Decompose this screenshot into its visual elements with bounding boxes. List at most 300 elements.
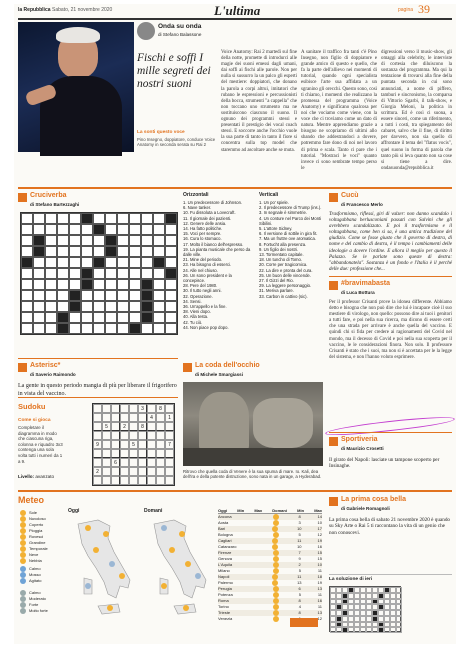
- sudoku-cell[interactable]: [120, 431, 129, 440]
- table-head-cell: Min: [297, 508, 305, 513]
- crossword-cell[interactable]: [57, 268, 69, 279]
- crossword-cell[interactable]: [117, 290, 129, 301]
- city-name: Bologna: [218, 532, 233, 538]
- crossword-cell[interactable]: [105, 268, 117, 279]
- crossword-cell[interactable]: [117, 279, 129, 290]
- crossword-cell: [69, 301, 81, 312]
- crossword-cell[interactable]: [81, 312, 93, 323]
- across-clue: 11. Il giornale dei pazienti.: [183, 215, 232, 221]
- crossword-cell[interactable]: [105, 213, 117, 224]
- caption-title: La sonti questo voce: [137, 130, 185, 135]
- sudoku-cell[interactable]: [165, 467, 174, 476]
- crossword-cell[interactable]: [93, 323, 105, 334]
- crossword-cell[interactable]: [57, 301, 69, 312]
- crossword-cell[interactable]: [69, 257, 81, 268]
- crossword-cell[interactable]: [153, 268, 165, 279]
- legend-item: [20, 608, 64, 614]
- sudoku-cell[interactable]: [93, 422, 102, 431]
- crossword-cell[interactable]: [153, 224, 165, 235]
- statue-shape-2: [253, 398, 313, 448]
- temp-min: 6: [298, 586, 301, 592]
- sudoku-cell[interactable]: [138, 458, 147, 467]
- temp-max: 10: [317, 520, 322, 526]
- crossword-cell[interactable]: [33, 268, 45, 279]
- temp-min: 9: [298, 556, 301, 562]
- crossword-cell: [165, 268, 177, 279]
- sudoku-cell[interactable]: [138, 476, 147, 485]
- crossword-cell[interactable]: [81, 323, 93, 334]
- sudoku-cell[interactable]: 8: [156, 404, 165, 413]
- crossword-cell[interactable]: [129, 213, 141, 224]
- crossword-cell[interactable]: [153, 279, 165, 290]
- across-clue: 14. Ha fatto politiche.: [183, 226, 223, 232]
- city-name: Venezia: [218, 616, 233, 622]
- sudoku-cell[interactable]: [111, 467, 120, 476]
- coda-title: La coda dell'occhio: [195, 362, 260, 369]
- map-tomorrow-label: Domani: [144, 508, 163, 514]
- crossword-cell[interactable]: [153, 213, 165, 224]
- across-clue: 36. Un'appello e la fine.: [183, 304, 227, 310]
- sudoku-cell[interactable]: [120, 458, 129, 467]
- sudoku-cell[interactable]: [165, 431, 174, 440]
- temp-min: 4: [298, 604, 301, 610]
- sudoku-rule: [18, 397, 178, 398]
- crossword-cell[interactable]: [153, 290, 165, 301]
- city-name: Napoli: [218, 574, 230, 580]
- cucu-icon: [329, 193, 338, 202]
- sudoku-cell[interactable]: [129, 449, 138, 458]
- city-name: Trieste: [218, 610, 231, 616]
- crossword-cell[interactable]: [117, 224, 129, 235]
- crossword-cell[interactable]: [57, 213, 69, 224]
- sudoku-cell[interactable]: [102, 449, 111, 458]
- crossword-cell[interactable]: [21, 301, 33, 312]
- solution-label: La soluzione di ieri: [329, 577, 373, 582]
- sudoku-cell[interactable]: 5: [129, 440, 138, 449]
- crossword-cell[interactable]: [45, 235, 57, 246]
- column-text-1: Voice Anatomy: Rai 2 martedì sul fine della notte, promette di introdurci alle magie dei suoni emessi dagli umani, dai soffi ai fischi alle parole. Non per nulla si sussurro la un palco gli esperti del mestiere: doppiatori, che donano la parola a corpi altrui, imitatori che rubano le espressioni e percussionisti della bocca, strumenti "a cappella" che non toccano uno strumento ma ne sostituiscono ciascuno il suono. Il ognuno dei programmi stessi e presentati il prestigio dei vocal coach stessi. E soccorre anche l'occhio vuole la sua parte di tanto in tanto il fiore si concentra sulla top model che staremmo ad ascoltare anche se muta.: [221, 50, 297, 153]
- crossword-cell[interactable]: [153, 235, 165, 246]
- sudoku-cell[interactable]: [147, 458, 156, 467]
- crossword-cell[interactable]: [129, 279, 141, 290]
- sudoku-cell[interactable]: [147, 404, 156, 413]
- crossword-cell[interactable]: [165, 257, 177, 268]
- crossword-cell[interactable]: [129, 268, 141, 279]
- crossword-cell[interactable]: [45, 257, 57, 268]
- crossword-cell: [33, 246, 45, 257]
- crossword-cell[interactable]: [57, 257, 69, 268]
- sudoku-cell[interactable]: [120, 413, 129, 422]
- sudoku-cell[interactable]: [156, 422, 165, 431]
- crossword-cell[interactable]: [105, 312, 117, 323]
- temp-min: 11: [297, 574, 302, 580]
- sudoku-cell[interactable]: [156, 449, 165, 458]
- across-clue: 32. Operazione.: [183, 293, 213, 299]
- crossword-cell[interactable]: [57, 235, 69, 246]
- crossword-cell: [93, 224, 105, 235]
- crossword-cell[interactable]: [33, 290, 45, 301]
- sudoku-cell[interactable]: 2: [93, 467, 102, 476]
- sudoku-cell[interactable]: [129, 404, 138, 413]
- crossword-cell[interactable]: [165, 224, 177, 235]
- sudoku-howto: Completare il diagramma in modo che ciascuna riga, colonna e riquadro 3x3 contenga una sola volta tutti i numeri da 1 a 9.: [18, 425, 63, 464]
- crossword-cell[interactable]: [165, 312, 177, 323]
- sudoku-cell[interactable]: [111, 476, 120, 485]
- crossword-cell[interactable]: [105, 301, 117, 312]
- temp-min: 7: [298, 550, 301, 556]
- coda-caption: Ritrovo che quella coda di Venere è la sua spuma di mare. Io. Kali, dea dell'ira e della potente distruzione, sono nata in un garage, a Hyderabad.: [183, 469, 322, 480]
- sudoku-cell[interactable]: [102, 413, 111, 422]
- sudoku-cell[interactable]: [93, 476, 102, 485]
- crossword-cell[interactable]: [129, 301, 141, 312]
- column-headline: Fischi e soffi I mille segreti dei nostri suoni: [137, 52, 211, 90]
- crossword-cell[interactable]: [141, 268, 153, 279]
- crossword-cell[interactable]: [69, 268, 81, 279]
- aster-icon: [18, 363, 27, 372]
- sudoku-cell[interactable]: [102, 431, 111, 440]
- author-avatar: [137, 22, 155, 40]
- across-clue: 19. La pianta musicale che perso da dalle ville.: [183, 246, 251, 258]
- crossword-cell[interactable]: [81, 235, 93, 246]
- solution-rule: [329, 574, 452, 575]
- sudoku-cell[interactable]: [156, 467, 165, 476]
- italy-map-today: [68, 516, 138, 628]
- across-clue: 15. Voci per sempre.: [183, 231, 222, 237]
- temp-max: 18: [317, 574, 322, 580]
- sudoku-cell[interactable]: [120, 476, 129, 485]
- across-clue: 6. Nave tanker.: [183, 205, 212, 211]
- sudoku-cell[interactable]: [138, 449, 147, 458]
- crossword-cell[interactable]: [141, 235, 153, 246]
- sudoku-cell[interactable]: [165, 422, 174, 431]
- sudoku-cell[interactable]: [129, 458, 138, 467]
- crossword-cell[interactable]: [153, 312, 165, 323]
- sudoku-cell[interactable]: [138, 413, 147, 422]
- crossword-grid[interactable]: [20, 212, 178, 335]
- crossword-cell[interactable]: [21, 224, 33, 235]
- sudoku-cell[interactable]: 1: [165, 413, 174, 422]
- sudoku-cell[interactable]: [93, 449, 102, 458]
- crossword-cell[interactable]: [57, 224, 69, 235]
- across-clue: 40. Alla testa.: [183, 314, 209, 320]
- temp-min: 3: [298, 520, 301, 526]
- crossword-cell[interactable]: [117, 246, 129, 257]
- crossword-cell[interactable]: [105, 279, 117, 290]
- sudoku-cell[interactable]: 2: [120, 422, 129, 431]
- legend-label: Calmo: [29, 590, 41, 596]
- crossword-cell[interactable]: [105, 290, 117, 301]
- crossword-cell[interactable]: [129, 224, 141, 235]
- crossword-cell[interactable]: [81, 290, 93, 301]
- sudoku-cell[interactable]: [102, 476, 111, 485]
- crossword-cell[interactable]: [141, 257, 153, 268]
- sudoku-cell[interactable]: [147, 449, 156, 458]
- crossword-cell[interactable]: [129, 235, 141, 246]
- sudoku-cell[interactable]: [111, 431, 120, 440]
- crossword-cell: [57, 312, 69, 323]
- sudoku-cell[interactable]: [111, 422, 120, 431]
- sudoku-cell[interactable]: 3: [138, 404, 147, 413]
- crossword-cell[interactable]: [153, 246, 165, 257]
- crossword-cell[interactable]: [93, 213, 105, 224]
- crossword-cell[interactable]: [165, 235, 177, 246]
- sudoku-cell[interactable]: [120, 404, 129, 413]
- crossword-cell[interactable]: [69, 224, 81, 235]
- across-clue: 28. Pere del 1980.: [183, 283, 218, 289]
- sudoku-cell[interactable]: [111, 440, 120, 449]
- crossword-cell[interactable]: [81, 257, 93, 268]
- crossword-cell[interactable]: [33, 323, 45, 334]
- crossword-cell[interactable]: [93, 279, 105, 290]
- prima-title: La prima cosa bella: [341, 496, 406, 503]
- crossword-cell[interactable]: [165, 301, 177, 312]
- crossword-cell[interactable]: [21, 279, 33, 290]
- sudoku-cell[interactable]: [156, 431, 165, 440]
- sudoku-cell[interactable]: [138, 431, 147, 440]
- map-tomorrow: [144, 516, 214, 628]
- city-name: Torino: [218, 604, 229, 610]
- masthead-rule: [18, 18, 452, 20]
- sudoku-cell[interactable]: [102, 440, 111, 449]
- city-name: Aosta: [218, 520, 229, 526]
- crossword-cell[interactable]: [93, 246, 105, 257]
- statue-shape: [199, 392, 249, 452]
- crossword-cell[interactable]: [129, 312, 141, 323]
- legend-item: [20, 558, 64, 564]
- cucu-author: di Francesco Merlo: [341, 202, 383, 207]
- legend-label: Temporale: [29, 546, 48, 552]
- crossword-cell[interactable]: [129, 290, 141, 301]
- crossword-cell[interactable]: [153, 301, 165, 312]
- sudoku-cell[interactable]: [156, 458, 165, 467]
- legend-label: Moderato: [29, 596, 46, 602]
- crossword-cell[interactable]: [141, 224, 153, 235]
- sudoku-cell[interactable]: [111, 413, 120, 422]
- sudoku-cell[interactable]: [93, 413, 102, 422]
- sudoku-cell[interactable]: 9: [93, 440, 102, 449]
- city-name: Perugia: [218, 586, 232, 592]
- sudoku-cell[interactable]: [120, 440, 129, 449]
- crossword-cell[interactable]: [105, 224, 117, 235]
- crossword-cell[interactable]: [81, 246, 93, 257]
- crossword-cell[interactable]: [33, 312, 45, 323]
- temp-max: 15: [317, 556, 322, 562]
- aster-title: Asterisc*: [30, 362, 61, 369]
- crossword-cell[interactable]: [69, 213, 81, 224]
- sudoku-cell[interactable]: [111, 449, 120, 458]
- crossword-cell[interactable]: [117, 268, 129, 279]
- crossword-cell[interactable]: [45, 224, 57, 235]
- temp-min: 10: [297, 526, 302, 532]
- crossword-cell[interactable]: [33, 279, 45, 290]
- sport-author: di Maurizio Crosetti: [341, 446, 384, 451]
- crossword-cell: [57, 323, 69, 334]
- crossword-cell: [33, 235, 45, 246]
- crossword-cell[interactable]: [69, 279, 81, 290]
- sudoku-cell[interactable]: [147, 431, 156, 440]
- crossword-cell[interactable]: [21, 323, 33, 334]
- sudoku-cell[interactable]: [111, 404, 120, 413]
- sudoku-level-label: Livello:: [18, 474, 35, 479]
- crossword-cell[interactable]: [57, 279, 69, 290]
- crossword-cell[interactable]: [117, 257, 129, 268]
- sudoku-cell[interactable]: [165, 458, 174, 467]
- section-title: L'ultima: [214, 3, 261, 18]
- crossword-cell[interactable]: [141, 323, 153, 334]
- crossword-cell[interactable]: [105, 257, 117, 268]
- crossword-cell[interactable]: [69, 312, 81, 323]
- sudoku-cell[interactable]: 6: [111, 458, 120, 467]
- crossword-cell[interactable]: [45, 213, 57, 224]
- crossword-cell[interactable]: [141, 213, 153, 224]
- crossword-cell[interactable]: [165, 279, 177, 290]
- temp-max: 13: [317, 586, 322, 592]
- crossword-cell[interactable]: [45, 246, 57, 257]
- crossword-cell[interactable]: [165, 290, 177, 301]
- sudoku-cell[interactable]: [129, 413, 138, 422]
- legend-label: Mosso: [29, 572, 41, 578]
- crossword-cell[interactable]: [69, 246, 81, 257]
- crossword-cell[interactable]: [129, 257, 141, 268]
- crossword-cell[interactable]: [105, 323, 117, 334]
- crossword-cell[interactable]: [21, 213, 33, 224]
- sudoku-cell[interactable]: [165, 476, 174, 485]
- crossword-cell[interactable]: [165, 246, 177, 257]
- sudoku-cell[interactable]: [120, 449, 129, 458]
- sudoku-cell[interactable]: 4: [147, 413, 156, 422]
- sudoku-cell[interactable]: [156, 476, 165, 485]
- sudoku-cell[interactable]: [102, 404, 111, 413]
- down-clue: 6. Il versione di sottile in gira fit.: [259, 231, 318, 237]
- legend-label: Nebbia: [29, 558, 42, 564]
- across-clue: 17. Molto il bianco dell'espresso.: [183, 241, 244, 247]
- down-title: Verticali: [259, 192, 279, 198]
- city-name: Potenza: [218, 592, 233, 598]
- sudoku-cell[interactable]: [102, 458, 111, 467]
- sudoku-cell[interactable]: [147, 476, 156, 485]
- crossword-cell[interactable]: [117, 235, 129, 246]
- down-clue: 25. Un buon delle vincende.: [259, 272, 311, 278]
- crossword-cell[interactable]: [117, 301, 129, 312]
- sudoku-cell[interactable]: [147, 440, 156, 449]
- crossword-cell[interactable]: [69, 323, 81, 334]
- crossword-cell[interactable]: [81, 224, 93, 235]
- prima-text: La prima cosa bella di sabato 21 novembre 2020 è quando su Sky Arte o Rai 5 ti raccontano la vita di un genio che non conoscevi.: [329, 517, 451, 536]
- sudoku-cell[interactable]: [102, 467, 111, 476]
- crossword-cell[interactable]: [45, 323, 57, 334]
- sudoku-cell[interactable]: [93, 404, 102, 413]
- sudoku-cell[interactable]: [93, 458, 102, 467]
- sudoku-cell[interactable]: [156, 440, 165, 449]
- sudoku-cell[interactable]: [129, 431, 138, 440]
- cruciverba-icon: [18, 193, 27, 202]
- crossword-cell[interactable]: [117, 323, 129, 334]
- aster-author: di Saverio Raimondo: [30, 372, 76, 377]
- temp-max: 17: [317, 526, 322, 532]
- temp-min: 8: [298, 514, 301, 520]
- down-clue: 2. Il predecessore di Trump (ins.).: [259, 205, 322, 211]
- crossword-cell[interactable]: [93, 235, 105, 246]
- crossword-cell[interactable]: [117, 312, 129, 323]
- crossword-cell[interactable]: [93, 312, 105, 323]
- crossword-cell[interactable]: [117, 213, 129, 224]
- sudoku-cell[interactable]: 7: [165, 440, 174, 449]
- sudoku-cell[interactable]: [93, 431, 102, 440]
- sudoku-cell[interactable]: [165, 404, 174, 413]
- crossword-cell[interactable]: [129, 246, 141, 257]
- issue-date: Sabato, 21 novembre 2020: [52, 7, 113, 13]
- legend-label: Nuvoloso: [29, 516, 46, 522]
- sudoku-cell[interactable]: [147, 422, 156, 431]
- crossword-cell[interactable]: [45, 279, 57, 290]
- section-rule-bottom: [18, 490, 452, 492]
- crossword-cell[interactable]: [21, 312, 33, 323]
- crossword-cell[interactable]: [57, 290, 69, 301]
- temp-max: 13: [317, 610, 322, 616]
- across-clue: 10. Fu dissoluta a Lovecraft.: [183, 210, 236, 216]
- crossword-cell[interactable]: [45, 301, 57, 312]
- crossword-cell[interactable]: [33, 257, 45, 268]
- sudoku-cell[interactable]: [156, 413, 165, 422]
- crossword-cell[interactable]: [81, 301, 93, 312]
- sudoku-grid[interactable]: [92, 403, 175, 486]
- column-text-3: digressioni verso il music-show, gli omaggi alla celebrity, le interviste di cortesia che diluiscono la sostanza del programma. Ma qui la tentazione di trovarsi alla fine della puntata seconda in cui sono annunciati, a nome di piffero, tamburi e sincronismo, la comparsa di Vittorio Sgarbi, il talk-show, e Giorgia Meloni, la politica in scrittura. Ed è così ci suona, a essere sinceri, come un riferimento, a tutti i costi, tra spiegamento del cabaret, salvo che il fine, di diritto per davvero, non sia quello di affrontare il tema del "flatus vocis", quel suono in forma di parola che tanto più si leva quanto non sa cose si tiene a dire. ondasuonda@repubblica.it: [381, 50, 452, 171]
- sudoku-cell[interactable]: [129, 422, 138, 431]
- down-clue: 33. Carbon in cattivo (sic).: [259, 293, 308, 299]
- crossword-cell[interactable]: [21, 268, 33, 279]
- sudoku-cell[interactable]: [165, 449, 174, 458]
- sudoku-cell[interactable]: [120, 467, 129, 476]
- temp-max: 10: [317, 562, 322, 568]
- page-label: pagina: [398, 7, 414, 13]
- crossword-cell[interactable]: [21, 246, 33, 257]
- crossword-cell[interactable]: [33, 213, 45, 224]
- crossword-cell[interactable]: [45, 268, 57, 279]
- crossword-cell[interactable]: [165, 323, 177, 334]
- sport-title: Sportiveria: [341, 436, 378, 443]
- crossword-cell[interactable]: [69, 235, 81, 246]
- crossword-cell[interactable]: [93, 268, 105, 279]
- crossword-cell[interactable]: [33, 224, 45, 235]
- crossword-cell[interactable]: [141, 246, 153, 257]
- crossword-cell[interactable]: [21, 290, 33, 301]
- crossword-cell[interactable]: [45, 312, 57, 323]
- solution-cell: [396, 627, 402, 633]
- crossword-cell[interactable]: [33, 301, 45, 312]
- weather-icon: [20, 578, 26, 584]
- sudoku-cell[interactable]: [129, 476, 138, 485]
- crossword-cell[interactable]: [153, 323, 165, 334]
- sudoku-cell[interactable]: 8: [138, 422, 147, 431]
- crossword-cell[interactable]: [21, 235, 33, 246]
- crossword-cell[interactable]: [93, 301, 105, 312]
- temp-max: 12: [317, 616, 322, 622]
- sudoku-cell[interactable]: [129, 467, 138, 476]
- sudoku-cell[interactable]: 5: [102, 422, 111, 431]
- across-clue: 42. Tu ciò.: [183, 319, 203, 325]
- crossword-cell: [81, 279, 93, 290]
- page-number: 39: [418, 2, 430, 16]
- crossword-cell[interactable]: [57, 246, 69, 257]
- legend-label: Sole: [29, 510, 38, 516]
- sudoku-cell[interactable]: [138, 440, 147, 449]
- brav-author: di Luca Bottura: [341, 290, 375, 295]
- sudoku-cell[interactable]: [147, 467, 156, 476]
- sudoku-cell[interactable]: [138, 467, 147, 476]
- crossword-cell[interactable]: [93, 290, 105, 301]
- prima-icon: [329, 497, 338, 506]
- crossword-cell[interactable]: [45, 290, 57, 301]
